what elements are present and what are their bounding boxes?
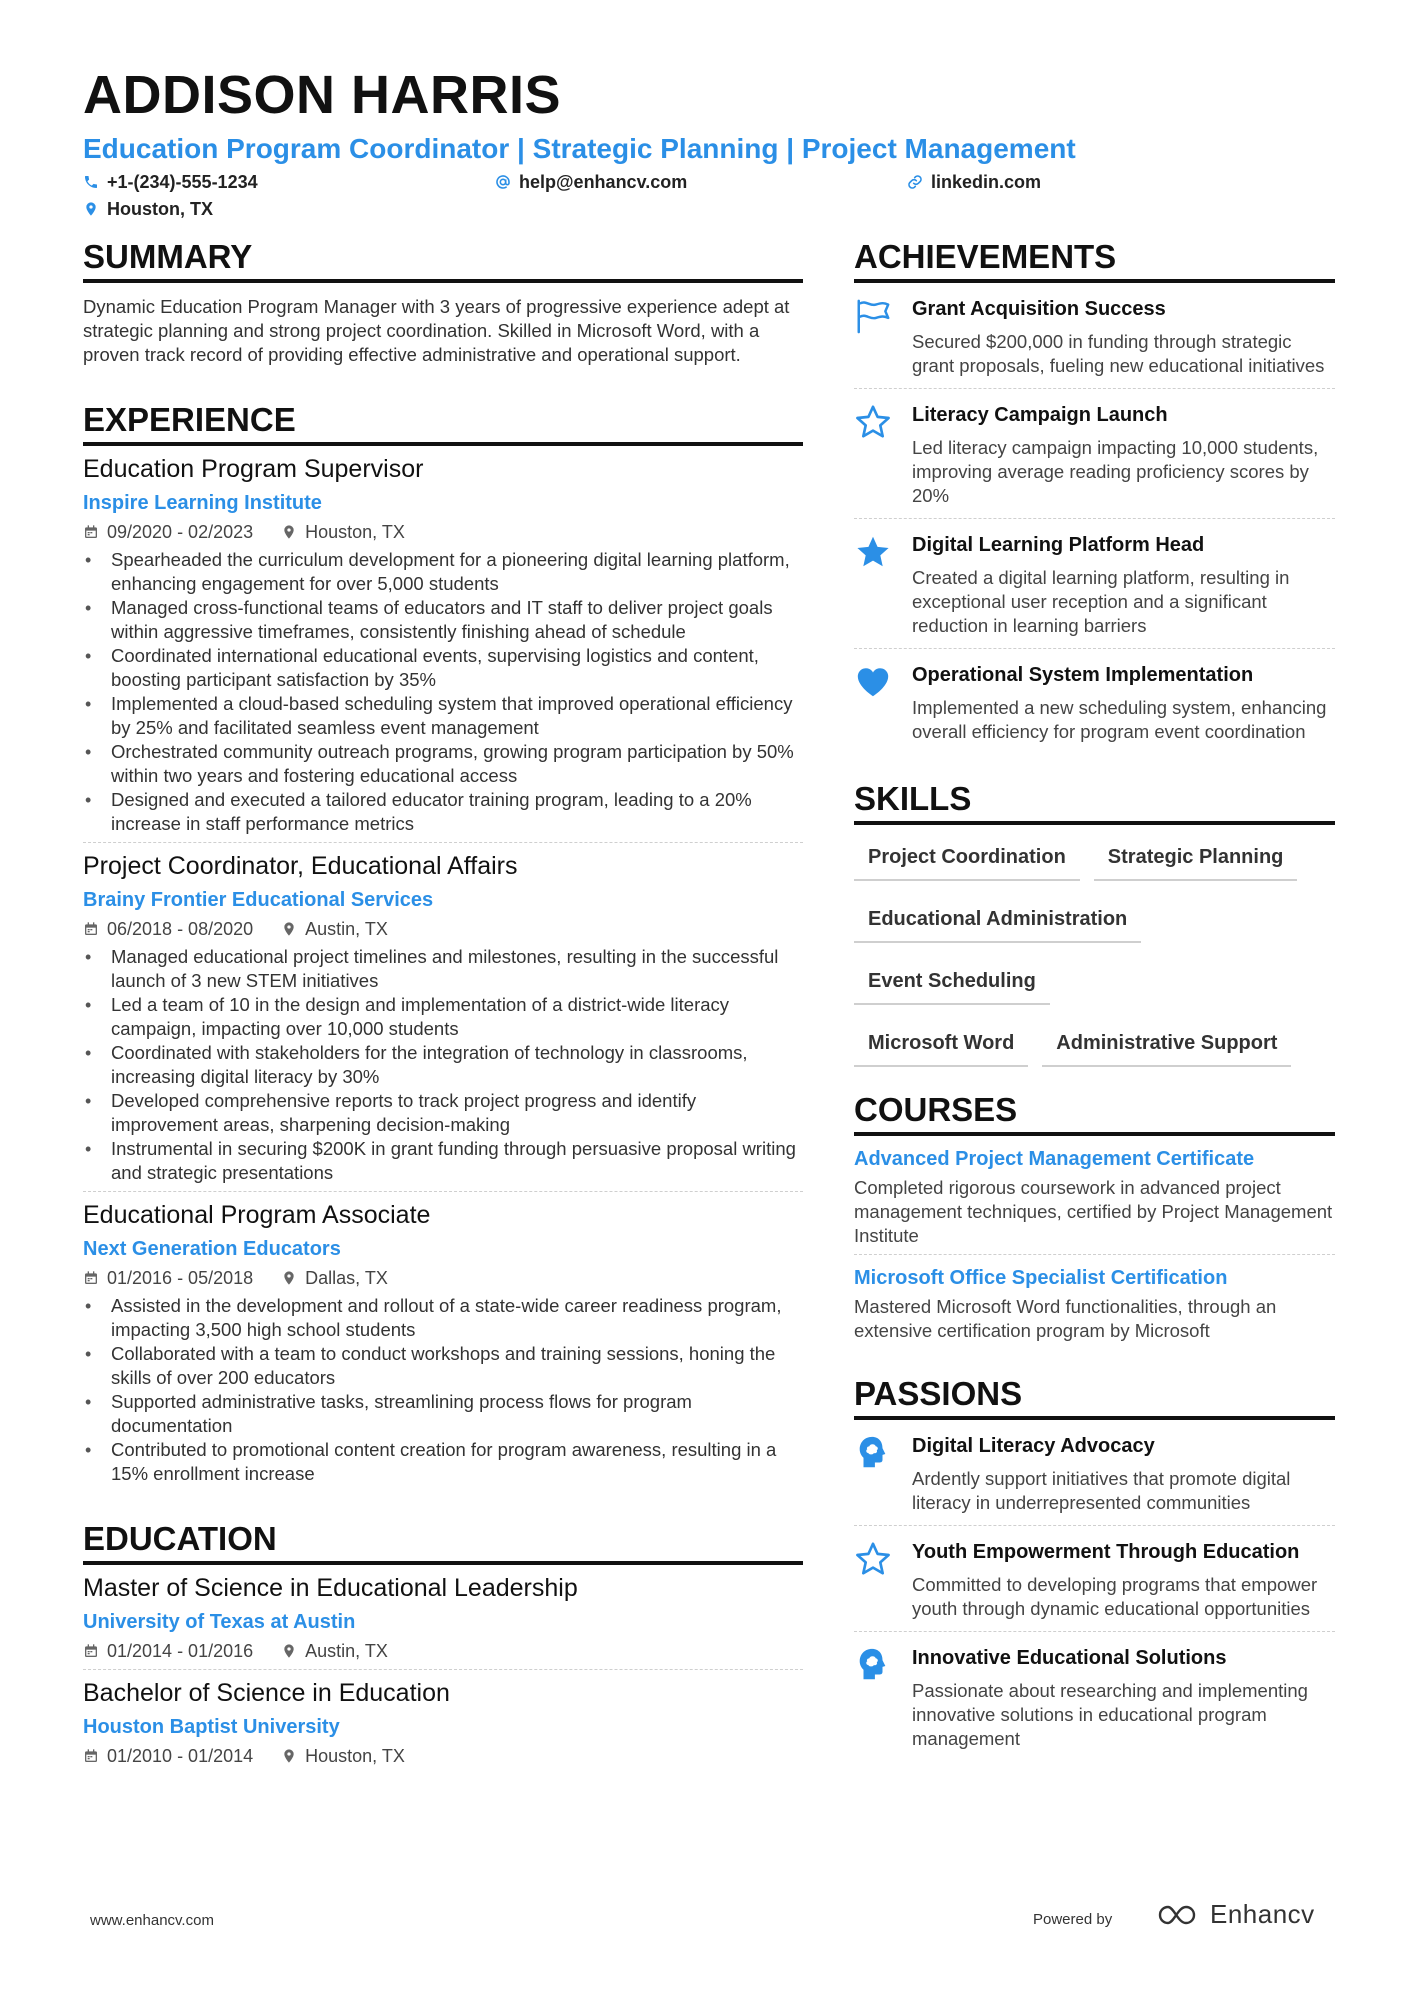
bullet: • Contributed to promotional content creation for program awareness, resulting in a 15% enrollment increase bbox=[83, 1438, 803, 1486]
education-list bbox=[83, 1565, 803, 1774]
company-name: Next Generation Educators bbox=[83, 1238, 341, 1260]
course-desc: Mastered Microsoft Word functionalities, through an extensive certification program by Microsoft bbox=[854, 1296, 1277, 1341]
brand-name: Enhancv bbox=[1210, 1899, 1315, 1929]
education-location bbox=[281, 1639, 388, 1663]
achievement-item bbox=[854, 388, 1335, 518]
skill-tag: Educational Administration bbox=[854, 899, 1141, 943]
courses-list bbox=[854, 1136, 1335, 1349]
achievement-title: Digital Learning Platform Head bbox=[912, 534, 1205, 556]
linkedin-text: linkedin.com bbox=[931, 172, 1042, 192]
bullet: • Coordinated with stakeholders for the integration of technology in classrooms, increasing digital literacy by 30% bbox=[83, 1041, 803, 1089]
education-dates bbox=[83, 1744, 253, 1768]
calendar-icon bbox=[83, 921, 99, 937]
bullet: • Managed educational project timelines and milestones, resulting in the successful launch of 3 new STEM initiatives bbox=[83, 945, 803, 993]
email-text: help@enhancv.com bbox=[519, 172, 688, 192]
location-pin-icon bbox=[281, 1643, 297, 1659]
job-meta bbox=[83, 917, 803, 941]
passion-title: Digital Literacy Advocacy bbox=[912, 1435, 1155, 1457]
bullet: • Coordinated international educational events, supervising logistics and content, boosting participant satisfaction by 35% bbox=[83, 644, 803, 692]
achievement-item bbox=[854, 648, 1335, 754]
heart-icon bbox=[854, 663, 892, 701]
course-title: Microsoft Office Specialist Certification bbox=[854, 1267, 1228, 1289]
achievement-title: Operational System Implementation bbox=[912, 664, 1254, 686]
star-filled-icon bbox=[854, 533, 892, 571]
experience-entry bbox=[83, 446, 803, 842]
passion-desc: Committed to developing programs that empower youth through dynamic educational opportunities bbox=[912, 1574, 1318, 1619]
left-column bbox=[83, 240, 803, 1774]
job-dates bbox=[83, 520, 253, 544]
job-location bbox=[281, 1266, 388, 1290]
star-outline-icon bbox=[854, 1540, 892, 1578]
job-bullets bbox=[83, 945, 803, 1185]
course-item bbox=[854, 1136, 1335, 1254]
location-pin-icon bbox=[83, 201, 99, 217]
job-location-text: Houston, TX bbox=[305, 522, 405, 542]
passion-title: Youth Empowerment Through Education bbox=[912, 1541, 1300, 1563]
course-title: Advanced Project Management Certificate bbox=[854, 1148, 1255, 1170]
summary-title: SUMMARY bbox=[83, 240, 803, 283]
experience-entry bbox=[83, 842, 803, 1191]
bullet: • Developed comprehensive reports to track project progress and identify improvement areas, sharpening decision-making bbox=[83, 1089, 803, 1137]
at-icon bbox=[495, 174, 511, 190]
bullet: • Designed and executed a tailored educator training program, leading to a 20% increase in staff performance metrics bbox=[83, 788, 803, 836]
job-bullets bbox=[83, 548, 803, 836]
head-icon bbox=[854, 1434, 892, 1472]
passion-item bbox=[854, 1420, 1335, 1525]
job-location bbox=[281, 917, 388, 941]
achievement-desc: Implemented a new scheduling system, enhancing overall efficiency for program event coordination bbox=[912, 697, 1327, 742]
right-column bbox=[854, 240, 1335, 1761]
job-dates-text: 01/2016 - 05/2018 bbox=[107, 1268, 254, 1288]
bullet: • Collaborated with a team to conduct workshops and training sessions, honing the skills of over 200 educators bbox=[83, 1342, 803, 1390]
contact-phone[interactable] bbox=[83, 173, 258, 191]
bullet: • Led a team of 10 in the design and implementation of a district-wide literacy campaign, impacting over 10,000 students bbox=[83, 993, 803, 1041]
achievement-desc: Led literacy campaign impacting 10,000 students, improving average reading proficiency scores by 20% bbox=[912, 437, 1319, 506]
location-pin-icon bbox=[281, 1270, 297, 1286]
experience-list bbox=[83, 446, 803, 1492]
skill-tag: Event Scheduling bbox=[854, 961, 1050, 1005]
flag-icon bbox=[854, 297, 892, 335]
calendar-icon bbox=[83, 1643, 99, 1659]
location-pin-icon bbox=[281, 921, 297, 937]
education-dates-text: 01/2010 - 01/2014 bbox=[107, 1746, 254, 1766]
calendar-icon bbox=[83, 524, 99, 540]
company-name: Inspire Learning Institute bbox=[83, 492, 322, 514]
location-pin-icon bbox=[281, 524, 297, 540]
experience-title: EXPERIENCE bbox=[83, 403, 803, 446]
job-title: Educational Program Associate bbox=[83, 1201, 431, 1229]
bullet: • Managed cross-functional teams of educators and IT staff to deliver project goals within aggressive timeframes, consistently finishing ahead of schedule bbox=[83, 596, 803, 644]
skill-tag: Project Coordination bbox=[854, 837, 1080, 881]
footer-powered-by: Powered by bbox=[1033, 1911, 1113, 1928]
school-name: University of Texas at Austin bbox=[83, 1611, 356, 1633]
contact-linkedin[interactable] bbox=[907, 173, 1041, 191]
bullet: • Implemented a cloud-based scheduling system that improved operational efficiency by 25% and facilitated seamless event management bbox=[83, 692, 803, 740]
enhancv-logo-icon bbox=[1156, 1902, 1202, 1928]
bullet: • Spearheaded the curriculum development for a pioneering digital learning platform, enhancing engagement for over 5,000 students bbox=[83, 548, 803, 596]
candidate-name: ADDISON HARRIS bbox=[83, 65, 562, 125]
job-dates bbox=[83, 1266, 253, 1290]
skill-tag: Strategic Planning bbox=[1094, 837, 1298, 881]
job-dates bbox=[83, 917, 253, 941]
education-dates-text: 01/2014 - 01/2016 bbox=[107, 1641, 254, 1661]
footer-website[interactable]: www.enhancv.com bbox=[90, 1912, 214, 1929]
job-meta bbox=[83, 1266, 803, 1290]
bullet: • Supported administrative tasks, streamlining process flows for program documentation bbox=[83, 1390, 803, 1438]
link-icon bbox=[907, 174, 923, 190]
education-location-text: Houston, TX bbox=[305, 1746, 405, 1766]
contact-location bbox=[83, 200, 213, 218]
achievement-desc: Created a digital learning platform, resulting in exceptional user reception and a significant reduction in learning barriers bbox=[912, 567, 1290, 636]
skills-list bbox=[854, 837, 1354, 1067]
education-meta bbox=[83, 1744, 803, 1768]
calendar-icon bbox=[83, 1748, 99, 1764]
job-title: Education Program Supervisor bbox=[83, 455, 424, 483]
phone-icon bbox=[83, 174, 99, 190]
job-title: Project Coordinator, Educational Affairs bbox=[83, 852, 518, 880]
job-bullets bbox=[83, 1294, 803, 1486]
education-dates bbox=[83, 1639, 253, 1663]
location-text: Houston, TX bbox=[107, 199, 213, 219]
school-name: Houston Baptist University bbox=[83, 1716, 340, 1738]
passions-list bbox=[854, 1420, 1335, 1761]
star-outline-icon bbox=[854, 403, 892, 441]
head-icon bbox=[854, 1646, 892, 1684]
achievement-item bbox=[854, 518, 1335, 648]
phone-text: +1-(234)-555-1234 bbox=[107, 172, 258, 192]
skill-tag: Administrative Support bbox=[1042, 1023, 1291, 1067]
skills-title: SKILLS bbox=[854, 782, 1335, 825]
achievements-list bbox=[854, 283, 1335, 754]
job-location-text: Dallas, TX bbox=[305, 1268, 388, 1288]
education-location bbox=[281, 1744, 405, 1768]
achievement-title: Grant Acquisition Success bbox=[912, 298, 1166, 320]
degree-title: Master of Science in Educational Leadership bbox=[83, 1574, 578, 1602]
footer-brand[interactable] bbox=[1156, 1899, 1315, 1930]
course-desc: Completed rigorous coursework in advanced project management techniques, certified by Project Management Institute bbox=[854, 1177, 1333, 1246]
job-meta bbox=[83, 520, 803, 544]
passions-title: PASSIONS bbox=[854, 1377, 1335, 1420]
contact-email[interactable] bbox=[495, 173, 687, 191]
education-title: EDUCATION bbox=[83, 1522, 803, 1565]
skill-tag: Microsoft Word bbox=[854, 1023, 1028, 1067]
location-pin-icon bbox=[281, 1748, 297, 1764]
bullet: • Instrumental in securing $200K in grant funding through persuasive proposal writing and strategic presentations bbox=[83, 1137, 803, 1185]
passion-item bbox=[854, 1631, 1335, 1761]
passion-item bbox=[854, 1525, 1335, 1631]
headline: Education Program Coordinator | Strategic Planning | Project Management bbox=[83, 133, 1076, 164]
bullet: • Assisted in the development and rollout of a state-wide career readiness program, impacting 3,500 high school students bbox=[83, 1294, 803, 1342]
passion-desc: Passionate about researching and implementing innovative solutions in educational program management bbox=[912, 1680, 1308, 1749]
passion-desc: Ardently support initiatives that promote digital literacy in underrepresented communities bbox=[912, 1468, 1291, 1513]
course-item bbox=[854, 1254, 1335, 1349]
calendar-icon bbox=[83, 1270, 99, 1286]
experience-entry bbox=[83, 1191, 803, 1492]
job-location bbox=[281, 520, 405, 544]
achievement-desc: Secured $200,000 in funding through strategic grant proposals, fueling new educational initiatives bbox=[912, 331, 1325, 376]
achievement-title: Literacy Campaign Launch bbox=[912, 404, 1168, 426]
education-location-text: Austin, TX bbox=[305, 1641, 388, 1661]
education-entry bbox=[83, 1565, 803, 1669]
degree-title: Bachelor of Science in Education bbox=[83, 1679, 450, 1707]
summary-text: Dynamic Education Program Manager with 3 years of progressive experience adept at strategic planning and strong project coordination. Skilled in Microsoft Word, with a proven track record of providing effective administrative and operational support. bbox=[83, 296, 790, 365]
achievement-item bbox=[854, 283, 1335, 388]
courses-title: COURSES bbox=[854, 1093, 1335, 1136]
education-entry bbox=[83, 1669, 803, 1774]
achievements-title: ACHIEVEMENTS bbox=[854, 240, 1335, 283]
education-meta bbox=[83, 1639, 803, 1663]
passion-title: Innovative Educational Solutions bbox=[912, 1647, 1227, 1669]
job-dates-text: 06/2018 - 08/2020 bbox=[107, 919, 254, 939]
company-name: Brainy Frontier Educational Services bbox=[83, 889, 434, 911]
bullet: • Orchestrated community outreach programs, growing program participation by 50% within two years and fostering educational access bbox=[83, 740, 803, 788]
job-location-text: Austin, TX bbox=[305, 919, 388, 939]
job-dates-text: 09/2020 - 02/2023 bbox=[107, 522, 254, 542]
